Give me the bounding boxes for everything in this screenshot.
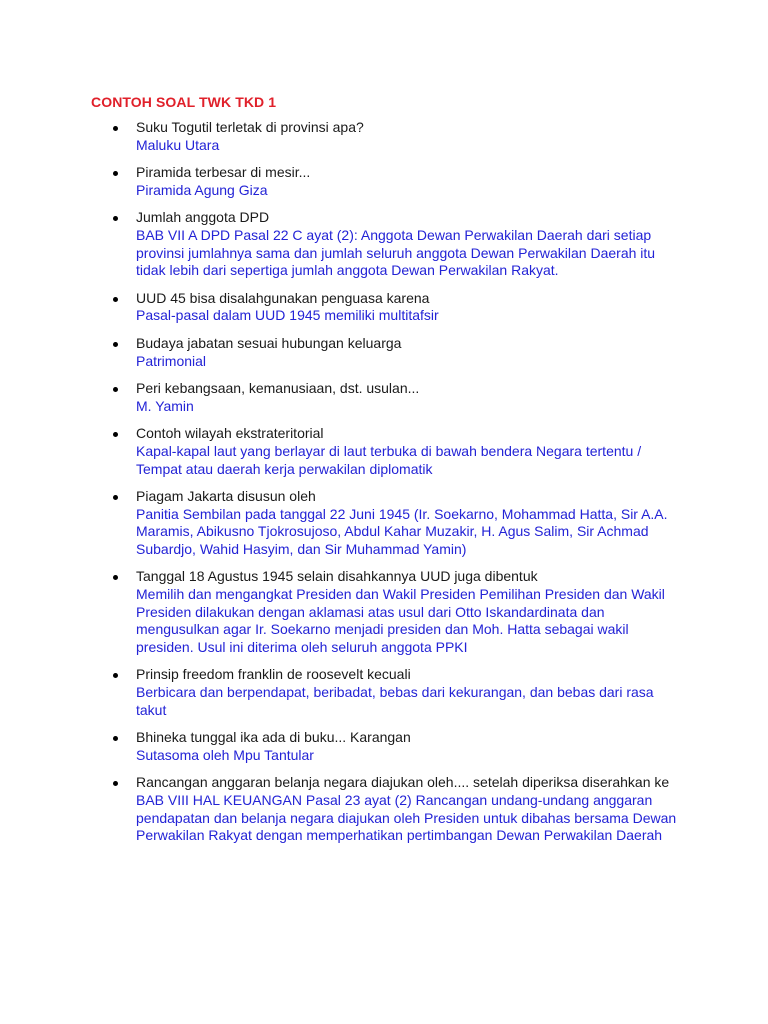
list-item [91,209,678,279]
question-text: Peri kebangsaan, kemanusiaan, dst. usulan... [136,380,420,397]
list-item [91,568,678,656]
question-text: Bhineka tunggal ika ada di buku... Karangan [136,729,411,746]
bullet-icon [113,575,118,580]
question-text: Piagam Jakarta disusun oleh [136,488,316,505]
list-item [91,164,678,199]
answer-text: Memilih dan mengangkat Presiden dan Wakil Presiden Pemilihan Presiden dan Wakil Presiden dilakukan dengan aklamasi atas usul dari Otto Iskandardinata dan mengusulkan agar Ir. Soekarno menjadi presiden dan Moh. Hatta sebagai wakil presiden. Usul ini diterima oleh seluruh anggota PPKI [136,586,665,655]
answer-text: BAB VIII HAL KEUANGAN Pasal 23 ayat (2) Rancangan undang-undang anggaran pendapatan dan belanja negara diajukan oleh Presiden untuk dibahas bersama Dewan Perwakilan Rakyat dengan memperhatikan pertimbangan Dewan Perwakilan Daerah [136,792,677,844]
bullet-icon [113,387,118,392]
list-item [91,666,678,719]
answer-text: Panitia Sembilan pada tanggal 22 Juni 1945 (Ir. Soekarno, Mohammad Hatta, Sir A.A. Maramis, Abikusno Tjokrosujoso, Abdul Kahar Muzakir, H. Agus Salim, Sir Achmad Subardjo, Wahid Hasyim, dan Sir Muhammad Yamin) [136,505,668,557]
bullet-icon [113,216,118,221]
list-item [91,774,678,844]
bullet-icon [113,171,118,176]
answer-text: Maluku Utara [136,136,220,153]
question-text: Budaya jabatan sesuai hubungan keluarga [136,334,402,351]
bullet-icon [113,342,118,347]
answer-text: BAB VII A DPD Pasal 22 C ayat (2): Anggota Dewan Perwakilan Daerah dari setiap provinsi jumlahnya sama dan jumlah seluruh anggota Dewan Perwakilan Daerah itu tidak lebih dari sepertiga jumlah anggota Dewan Perwakilan Rakyat. [136,226,656,279]
bullet-icon [113,126,118,131]
answer-text: Piramida Agung Giza [136,181,268,198]
bullet-icon [113,297,118,302]
question-list [91,119,678,845]
question-text: Contoh wilayah ekstrateritorial [136,425,324,442]
answer-text: Pasal-pasal dalam UUD 1945 memiliki multitafsir [136,307,439,324]
page-title: CONTOH SOAL TWK TKD 1 [91,94,277,110]
bullet-icon [113,673,118,678]
answer-text: M. Yamin [136,397,194,414]
answer-text: Berbicara dan berpendapat, beribadat, bebas dari kekurangan, dan bebas dari rasa takut [136,684,654,718]
bullet-icon [113,432,118,437]
answer-text: Sutasoma oleh Mpu Tantular [136,746,314,763]
question-text: Rancangan anggaran belanja negara diajukan oleh.... setelah diperiksa diserahkan ke [136,774,670,791]
bullet-icon [113,781,118,786]
answer-text: Kapal-kapal laut yang berlayar di laut terbuka di bawah bendera Negara tertentu / Tempat atau daerah kerja perwakilan diplomatik [136,442,642,477]
question-text: Prinsip freedom franklin de roosevelt kecuali [136,666,411,683]
list-item [91,488,678,558]
list-item [91,425,678,478]
question-text: Piramida terbesar di mesir... [136,164,311,181]
bullet-icon [113,495,118,500]
question-text: Jumlah anggota DPD [136,209,270,226]
list-item [91,119,678,154]
list-item [91,729,678,764]
question-text: Suku Togutil terletak di provinsi apa? [136,119,364,135]
question-text: Tanggal 18 Agustus 1945 selain disahkannya UUD juga dibentuk [136,568,538,585]
bullet-icon [113,736,118,741]
question-text: UUD 45 bisa disalahgunakan penguasa karena [136,289,430,306]
list-item [91,380,678,415]
answer-text: Patrimonial [136,352,207,369]
list-item [91,290,678,325]
list-item [91,335,678,370]
